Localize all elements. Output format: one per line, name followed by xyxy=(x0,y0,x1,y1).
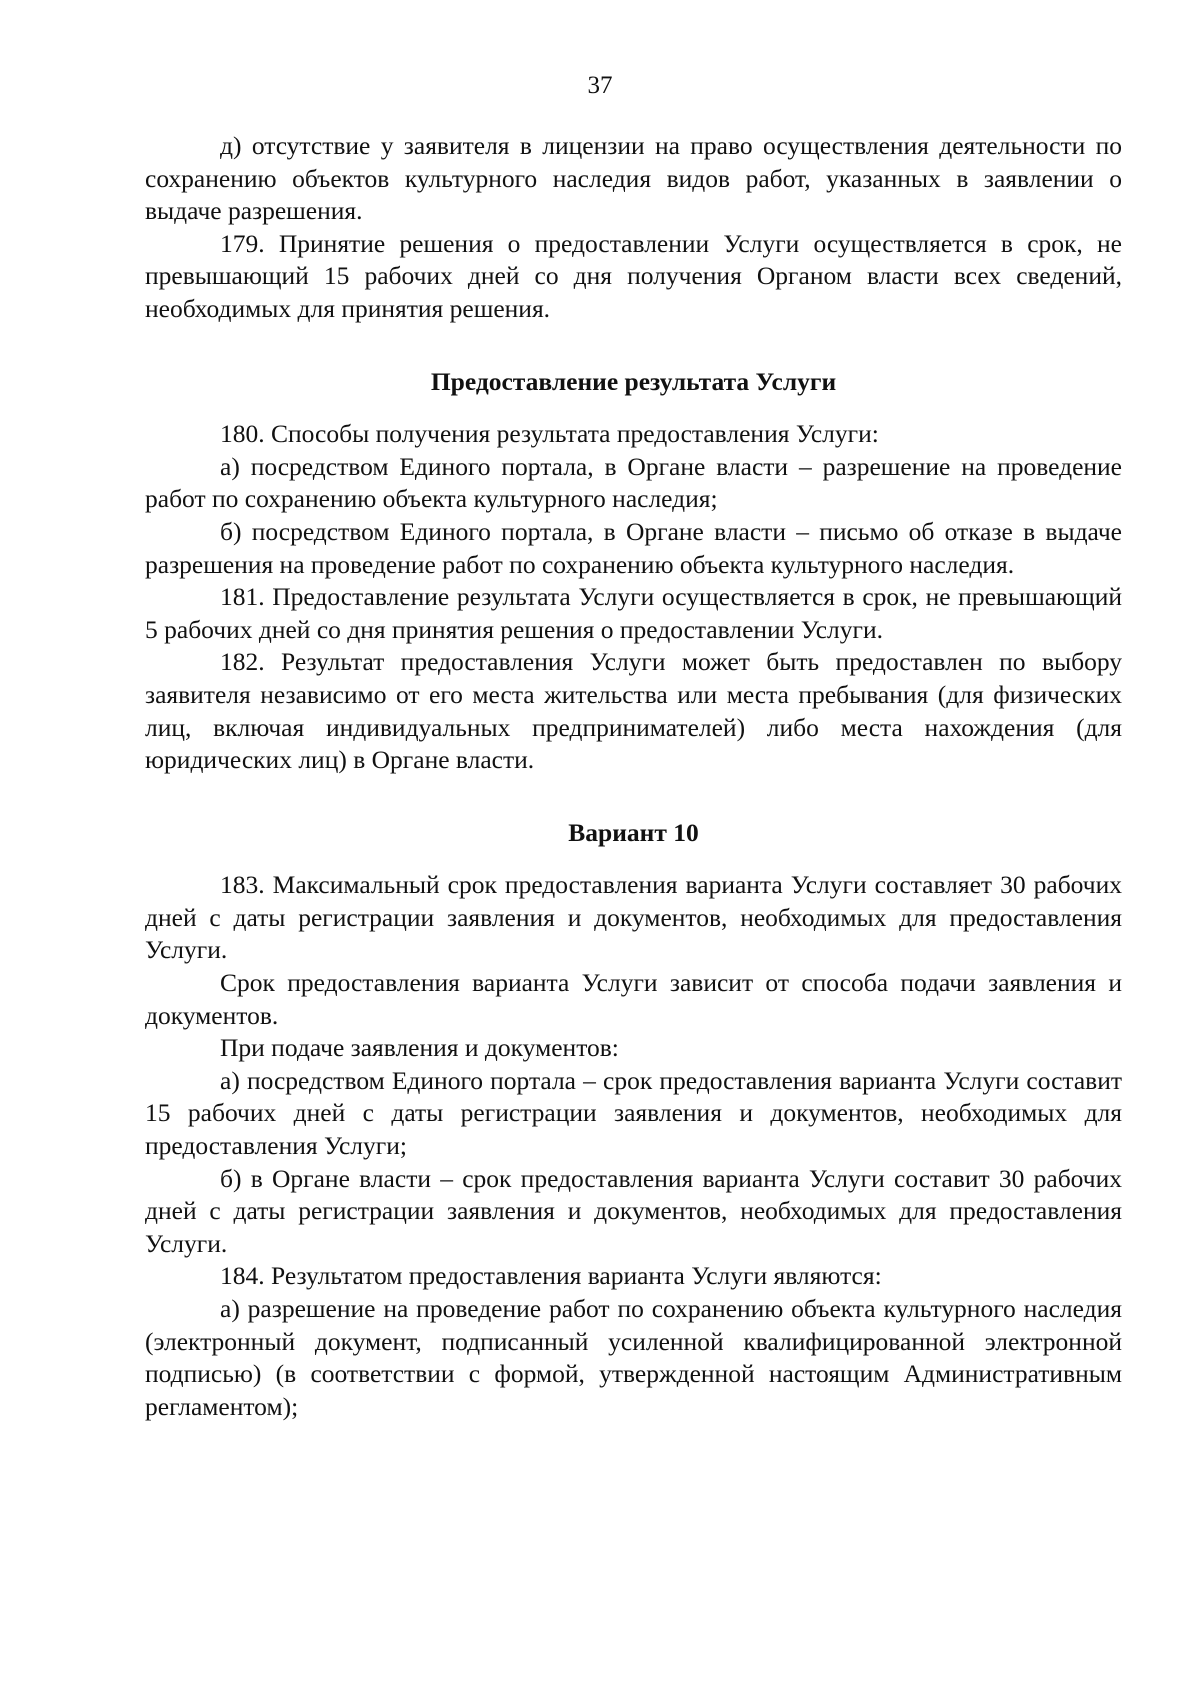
paragraph: а) посредством Единого портала, в Органе власти – разрешение на проведение работ по сохранению объекта культурного наследия; xyxy=(145,451,1122,514)
section-heading: Предоставление результата Услуги xyxy=(430,366,837,396)
paragraph: 182. Результат предоставления Услуги может быть предоставлен по выбору заявителя независимо от его места жительства или места пребывания (для физических лиц, включая индивидуальных предпринимателей) либо места нахождения (для юридических лиц) в Органе власти. xyxy=(145,647,1122,775)
paragraph: 183. Максимальный срок предоставления варианта Услуги составляет 30 рабочих дней с даты регистрации заявления и документов, необходимых для предоставления Услуги. xyxy=(145,870,1122,965)
paragraph: а) посредством Единого портала – срок предоставления варианта Услуги составит 15 рабочих дней с даты регистрации заявления и документов, необходимых для предоставления Услуги; xyxy=(145,1065,1122,1161)
page-number: 37 xyxy=(587,72,613,99)
paragraph: 181. Предоставление результата Услуги осуществляется в срок, не превышающий 5 рабочих дней со дня принятия решения о предоставлении Услуги. xyxy=(145,582,1122,644)
paragraph: б) в Органе власти – срок предоставления варианта Услуги составит 30 рабочих дней с даты регистрации заявления и документов, необходимых для предоставления Услуги. xyxy=(145,1163,1122,1258)
paragraph: б) посредством Единого портала, в Органе власти – письмо об отказе в выдаче разрешения на проведение работ по сохранению объекта культурного наследия. xyxy=(145,516,1122,579)
paragraph: а) разрешение на проведение работ по сохранению объекта культурного наследия (электронный документ, подписанный усиленной квалифицированной электронной подписью) (в соответствии с формой, утвержденной настоящим Административным регламентом); xyxy=(145,1294,1122,1421)
paragraph: При подаче заявления и документов: xyxy=(220,1033,619,1063)
section-heading: Вариант 10 xyxy=(568,817,699,847)
paragraph: д) отсутствие у заявителя в лицензии на право осуществления деятельности по сохранению объектов культурного наследия видов работ, указанных в заявлении о выдаче разрешения. xyxy=(145,131,1122,226)
paragraph: 180. Способы получения результата предоставления Услуги: xyxy=(220,419,879,449)
document-body xyxy=(145,130,1122,1423)
paragraph: Срок предоставления варианта Услуги зависит от способа подачи заявления и документов. xyxy=(145,968,1122,1030)
paragraph: 184. Результатом предоставления варианта Услуги являются: xyxy=(220,1261,882,1291)
paragraph: 179. Принятие решения о предоставлении Услуги осуществляется в срок, не превышающий 15 рабочих дней со дня получения Органом власти всех сведений, необходимых для принятия решения. xyxy=(145,228,1122,323)
